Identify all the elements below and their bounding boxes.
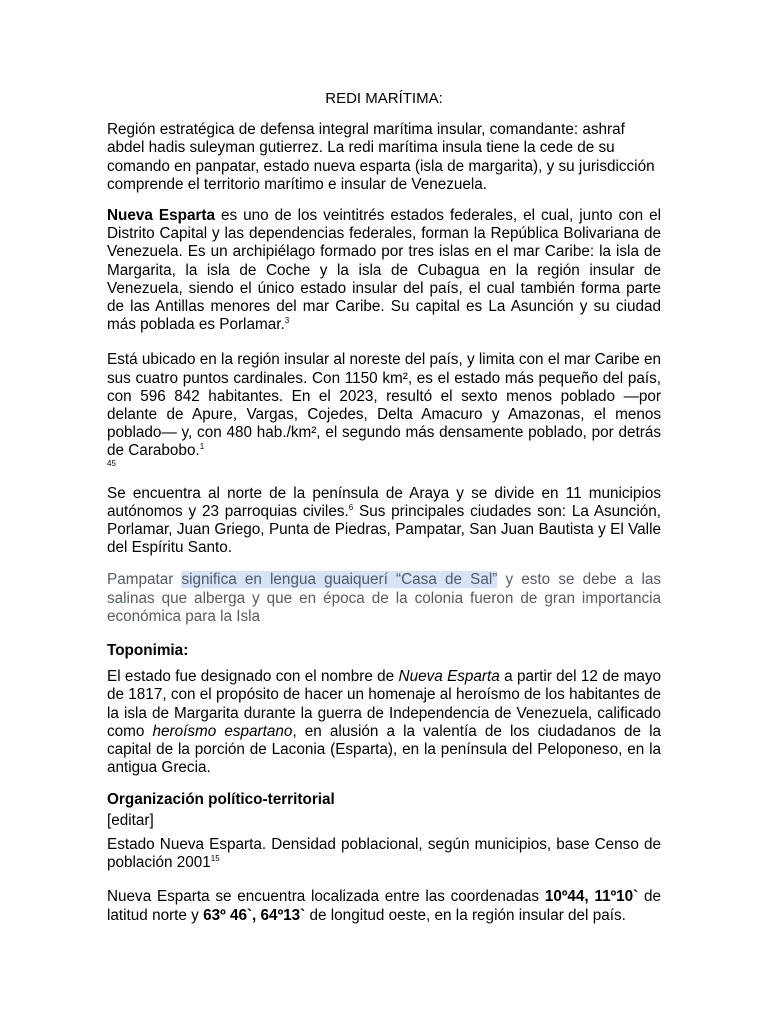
densidad-text: Estado Nueva Esparta. Densidad poblacional, según municipios, base Censo de población 2001	[107, 835, 661, 872]
paragraph-densidad	[107, 836, 661, 872]
heading-organizacion: Organización político-territorial	[107, 790, 335, 808]
paragraph-pampatar	[107, 571, 661, 626]
coordenadas-lat: 10º44, 11º10`	[544, 888, 639, 906]
footnote-ref-6[interactable]: 6	[348, 502, 354, 512]
ubicacion-text: Está ubicado en la región insular al noreste del país, y limita con el mar Caribe en sus cuatro puntos cardinales. Con 1150 km², es el estado más pequeño del país, con 596 842 habitantes. En el 2023, resultó el sexto menos poblado —por delante de Apure, Vargas, Cojedes, Delta Amacuro y Amazonas, el menos poblado— y, con 480 hab./km², el segundo más densamente poblado, por detrás de Carabobo.	[107, 351, 661, 460]
nueva-esparta-text: es uno de los veintitrés estados federales, el cual, junto con el Distrito Capital y las dependencias federales, forman la República Bolivariana de Venezuela. Es un archipiélago formado por tres islas en el mar Caribe: la isla de Margarita, la isla de Coche y la isla de Cubagua en la región insular de Venezuela, siendo el único estado insular del país, el cual también forma parte de las Antillas menores del mar Caribe. Su capital es La Asunción y su ciudad más poblada es Porlamar.	[107, 207, 661, 334]
heading-toponimia: Toponimia:	[107, 642, 189, 660]
toponimia-text-a: El estado fue designado con el nombre de	[107, 668, 399, 686]
municipios-text-b: Sus principales ciudades son: La Asunción, Porlamar, Juan Griego, Punta de Piedras, Pampatar, San Juan Bautista y El Valle del Espíritu Santo.	[107, 502, 661, 557]
paragraph-municipios	[107, 485, 661, 558]
edit-link[interactable]: [editar]	[107, 811, 154, 829]
toponimia-text-b: a partir del 12 de mayo de 1817, con el propósito de hacer un homenaje al heroísmo de los habitantes de la isla de Margarita durante la guerra de Independencia de Venezuela, calificado como	[107, 668, 662, 740]
paragraph-coordenadas	[107, 888, 661, 924]
coordenadas-lon: 63º 46`, 64º13`	[203, 906, 306, 924]
coordenadas-text-d: de longitud oeste, en la región insular del país.	[305, 906, 626, 924]
pampatar-text-a: Pampatar	[107, 571, 182, 589]
highlighted-selection[interactable]: significa en lengua guaiquerí “Casa de Sal”	[181, 571, 498, 589]
document-title: REDI MARÍTIMA:	[325, 90, 443, 107]
nueva-esparta-bold: Nueva Esparta	[107, 207, 216, 225]
footnote-ref-15[interactable]: 15	[210, 854, 220, 864]
pampatar-text-b: y esto se debe a las salinas que alberga y que en época de la colonia fueron de gran importancia económica para la Isla	[107, 571, 661, 625]
toponimia-text-c: , en alusión a la valentía de los ciudadanos de la capital de la porción de Laconia (Esparta), en la península del Peloponeso, en la antigua Grecia.	[107, 722, 661, 777]
toponimia-italic-1: Nueva Esparta	[398, 668, 500, 686]
paragraph-ubicacion	[107, 351, 661, 460]
toponimia-italic-2: heroísmo espartano	[152, 722, 293, 740]
footnote-ref-1[interactable]: 1	[199, 442, 205, 452]
paragraph-toponimia	[107, 668, 661, 777]
footnote-ref-45[interactable]: 45	[107, 458, 116, 468]
paragraph-redi: Región estratégica de defensa integral marítima insular, comandante: ashraf abdel hadis suleyman gutierrez. La redi marítima insula tiene la cede de su comando en panpatar, estado nueva esparta (isla de margarita), y su jurisdicción comprende el territorio marítimo e insular de Venezuela.	[107, 121, 655, 193]
municipios-text-a: Se encuentra al norte de la península de Araya y se divide en 11 municipios autónomos y 23 parroquias civiles.	[107, 484, 661, 520]
coordenadas-text-a: Nueva Esparta se encuentra localizada entre las coordenadas	[107, 888, 545, 906]
footnote-ref-3[interactable]: 3	[284, 316, 290, 326]
document-page	[107, 90, 661, 925]
coordenadas-text-c: de latitud norte y	[107, 888, 662, 924]
paragraph-nueva-esparta	[107, 207, 661, 334]
